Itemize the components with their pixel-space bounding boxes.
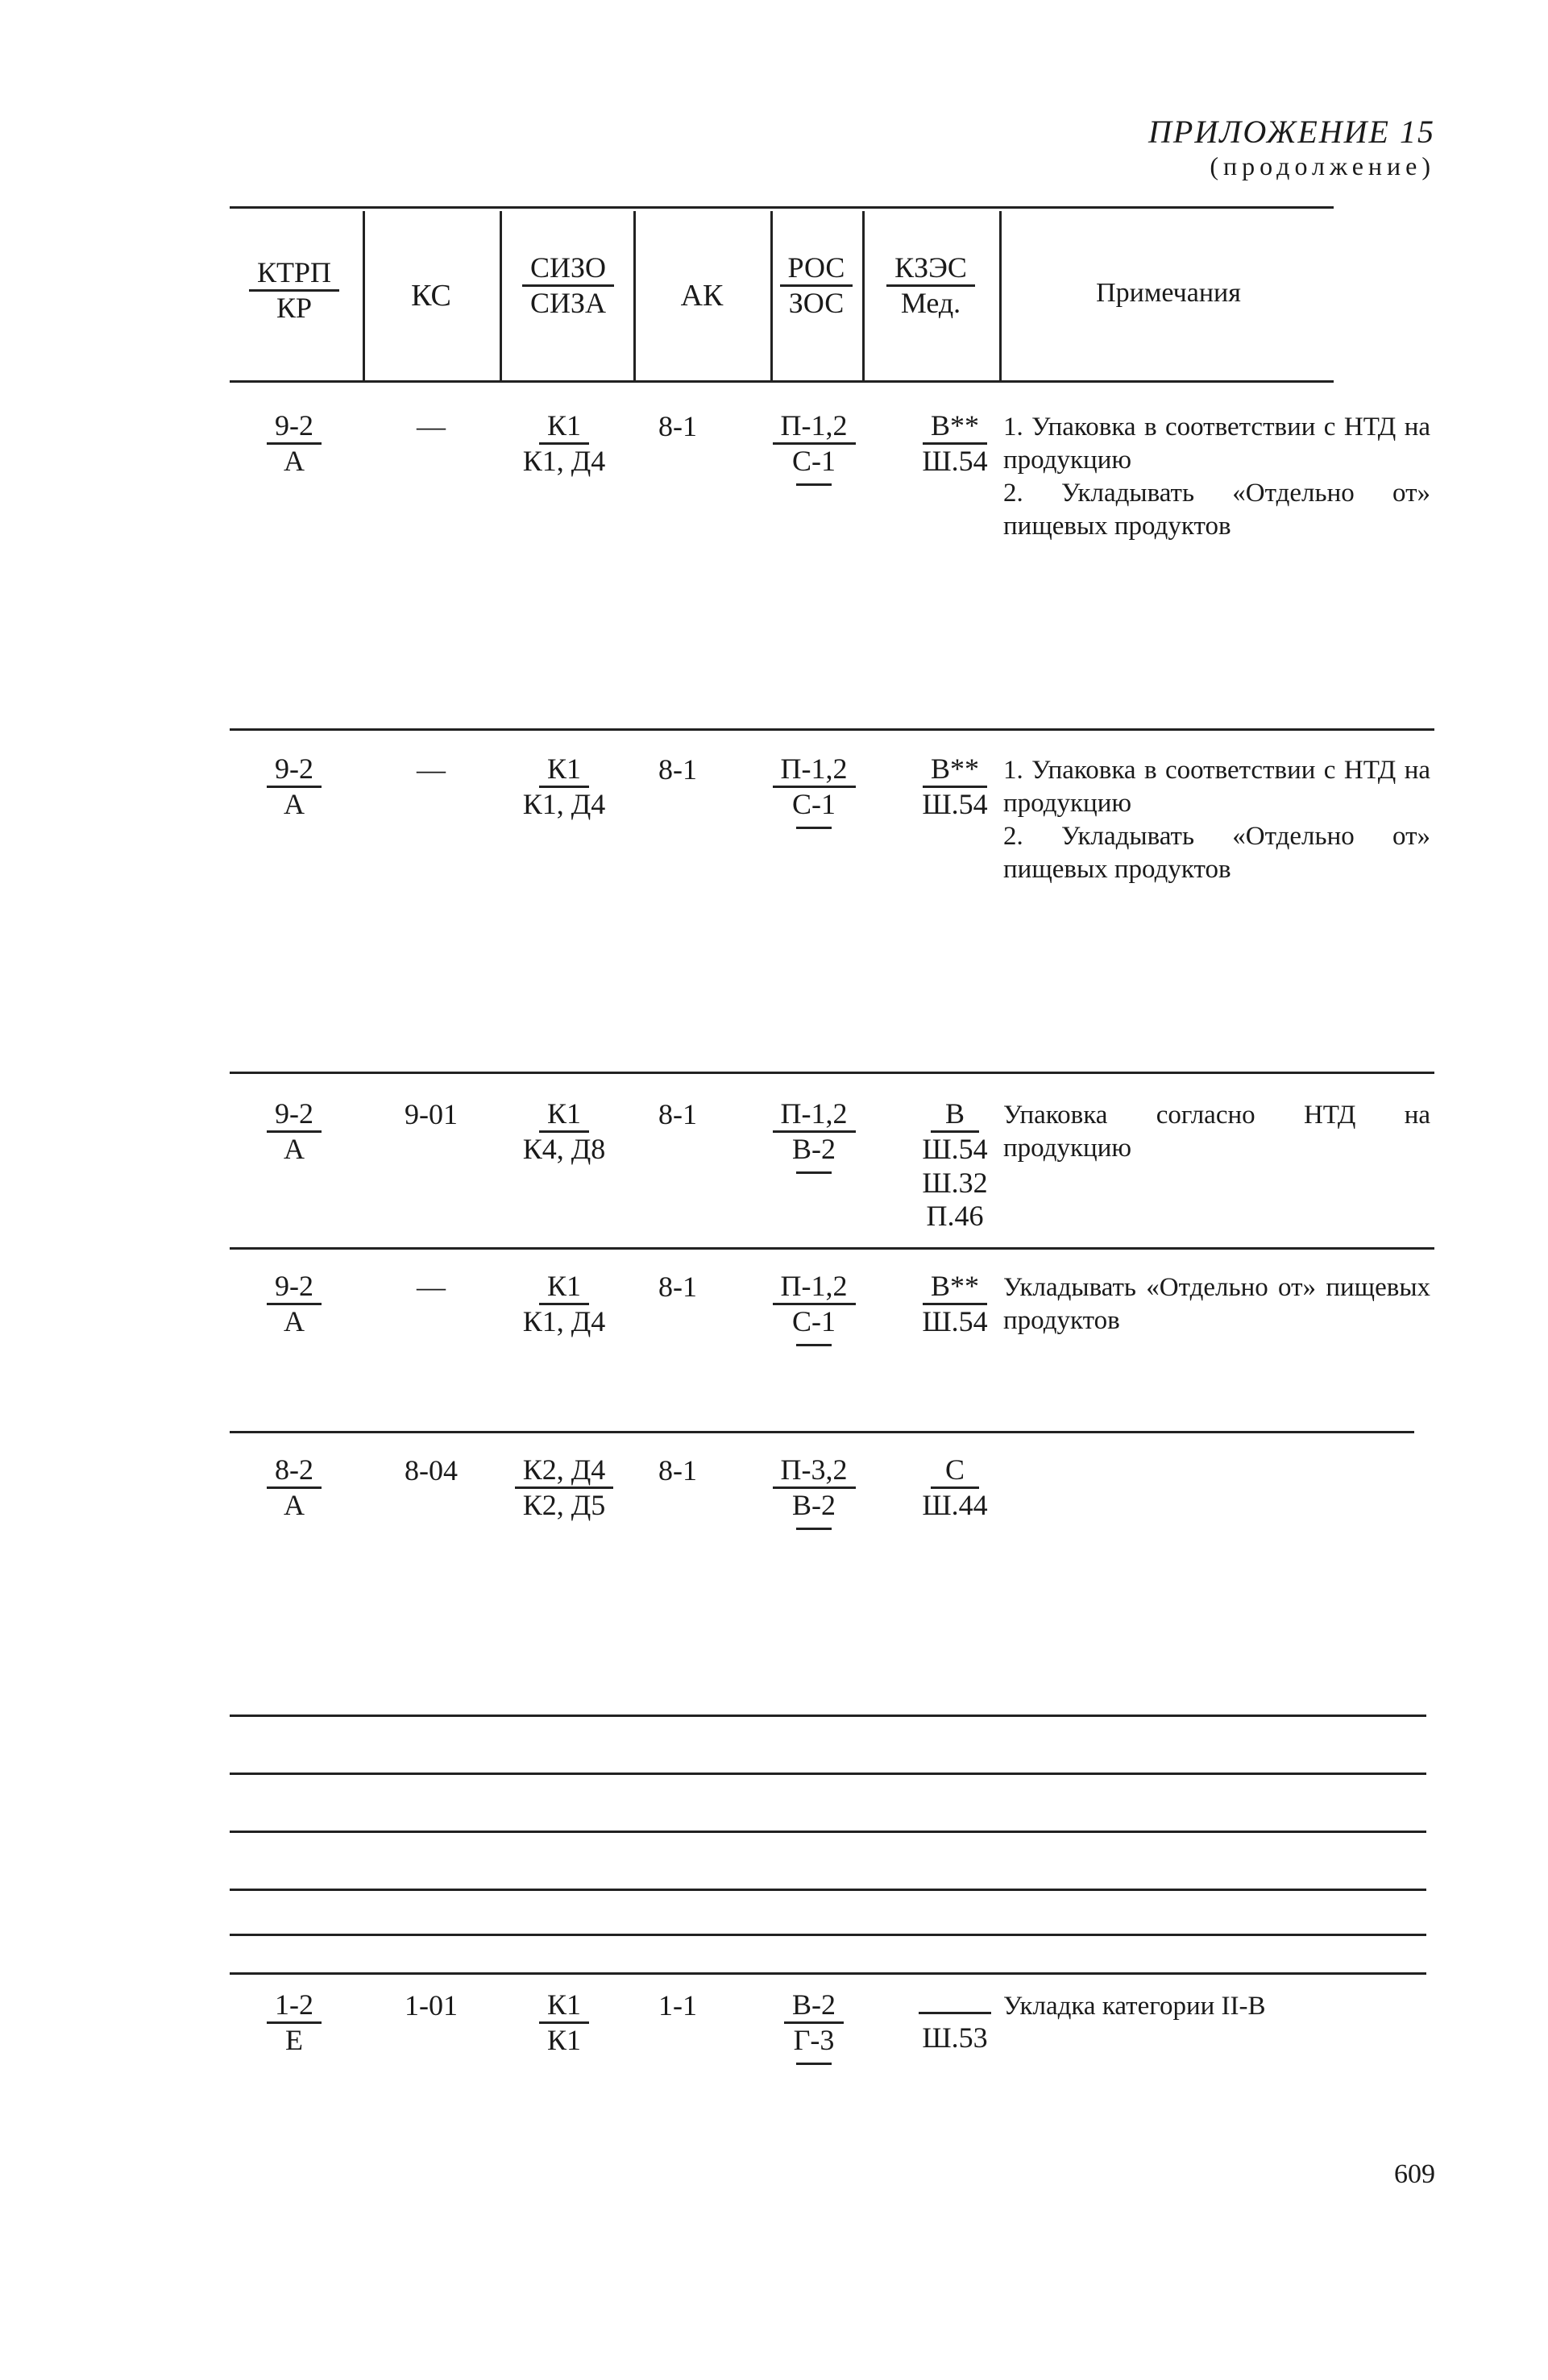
cell-ks: — [417,410,446,442]
table-header-bottom-rule [230,380,1334,383]
cell-ros: В-2 [784,1988,844,2024]
cell-notes [1003,411,1430,543]
cell-med: Ш.44 [922,1489,988,1522]
cell-ak: 8-1 [658,1454,697,1486]
cell-zos-underline [796,483,832,486]
cell-ks: 9-01 [405,1098,458,1130]
cell-ktrp: 8-2 [267,1453,322,1489]
col-kr-label: КР [276,292,313,325]
cell-kr: А [284,1305,305,1338]
cell-kzes: В** [923,1270,987,1305]
cell-kzes: В [931,1097,979,1133]
cell-notes [1003,1099,1430,1165]
cell-sizo: К1 [539,753,589,788]
cell-ros: П-1,2 [773,409,856,445]
cell-kr: А [284,788,305,821]
cell-zos-underline [796,827,832,829]
cell-zos-underline [796,1171,832,1174]
row-separator [230,1431,1414,1433]
col-kzes-med [866,251,995,321]
cell-ks: 1-01 [405,1989,458,2021]
cell-ros-zos [762,1988,866,2065]
cell-siza: К1, Д4 [522,1305,606,1338]
cell-zos: С-1 [792,788,836,821]
col-zos-label: ЗОС [788,287,845,320]
cell-zos-underline [796,1528,832,1530]
col-notes-label: Примечания [1096,278,1241,308]
row-separator [230,1247,1434,1250]
cell-zos: В-2 [792,1133,836,1166]
cell-kr: А [284,1133,305,1166]
cell-zos: С-1 [792,1305,836,1338]
cell-med-extra: Ш.32 П.46 [922,1166,988,1233]
cell-ros-zos [762,1270,866,1346]
note-line: Упаковка согласно НТД на продукцию [1003,1101,1430,1163]
cell-med: Ш.53 [922,2021,988,2055]
cell-sizo: К1 [539,1097,589,1133]
cell-zos-underline [796,1344,832,1346]
cell-zos: В-2 [792,1489,836,1522]
cell-ros: П-1,2 [773,1097,856,1133]
col-ros-label: РОС [780,251,853,287]
col-sizo-siza [504,251,633,321]
row-separator [230,1934,1426,1936]
cell-ks: — [417,753,446,786]
cell-kzes-med [903,1270,1007,1339]
row-separator [230,1831,1426,1833]
cell-kzes-med [903,753,1007,822]
cell-ktrp: 9-2 [267,1097,322,1133]
cell-siza: К2, Д5 [522,1489,606,1522]
cell-kzes: В** [923,753,987,788]
cell-sizo-siza [492,753,637,822]
cell-sizo: К1 [539,409,589,445]
cell-kzes-med [903,1988,1007,2055]
cell-ak: 8-1 [658,1271,697,1303]
cell-ktrp-kr [234,1270,355,1339]
note-line: Укладка категории II-В [1003,1992,1266,2021]
cell-ros: П-1,2 [773,1270,856,1305]
cell-ros: П-3,2 [773,1453,856,1489]
cell-notes [1003,1271,1430,1337]
cell-sizo-siza [492,1097,637,1167]
cell-kr: А [284,445,305,478]
cell-ktrp-kr [234,1453,355,1523]
cell-zos-underline [796,2063,832,2065]
cell-sizo-siza [492,1453,637,1523]
cell-kzes: С [931,1453,979,1489]
note-line: 2. Укладывать «Отдельно от» пищевых продуктов [1003,821,1430,884]
table-top-rule [230,206,1334,209]
row-separator [230,1972,1426,1975]
cell-med: Ш.54 [922,445,988,478]
cell-med: Ш.54 [922,1305,988,1338]
cell-ktrp-kr [234,409,355,479]
col-kzes-label: КЗЭС [886,251,975,287]
cell-ak: 8-1 [658,753,697,786]
cell-ktrp-kr [234,1097,355,1167]
cell-siza: К1 [546,2024,581,2057]
cell-sizo-siza [492,409,637,479]
cell-med: Ш.54 [922,1133,988,1166]
cell-med: Ш.54 [922,788,988,821]
col-sizo-label: СИЗО [522,251,614,287]
cell-kzes: В** [923,409,987,445]
col-sep-2 [500,211,502,380]
cell-kzes-med [903,1097,1007,1234]
note-line: 2. Укладывать «Отдельно от» пищевых продуктов [1003,478,1430,541]
cell-kzes-med [903,1453,1007,1523]
note-line: Укладывать «Отдельно от» пищевых продуктов [1003,1273,1430,1335]
col-sep-5 [862,211,865,380]
note-line: 1. Упаковка в соответствии с НТД на продукцию [1003,756,1430,818]
col-sep-3 [633,211,636,380]
col-ak-label: АК [680,279,724,313]
cell-siza: К1, Д4 [522,788,606,821]
cell-notes [1003,754,1430,886]
cell-ros-zos [762,409,866,486]
cell-ks: — [417,1271,446,1303]
cell-sizo-siza [492,1270,637,1339]
cell-zos: Г-3 [793,2024,835,2057]
appendix-title: ПРИЛОЖЕНИЕ 15 [1148,114,1435,150]
cell-ktrp: 9-2 [267,409,322,445]
page-number: 609 [1394,2159,1435,2189]
col-med-label: Мед. [900,287,961,320]
row-separator [230,1773,1426,1775]
cell-sizo: К2, Д4 [515,1453,614,1489]
cell-sizo: К1 [539,1270,589,1305]
row-separator [230,728,1434,731]
cell-kr: А [284,1489,305,1522]
cell-notes [1003,1990,1430,2023]
appendix-subtitle: (продолжение) [1210,151,1435,180]
cell-ak: 8-1 [658,1098,697,1130]
cell-kzes-med [903,409,1007,479]
cell-kr: Е [285,2024,303,2057]
cell-ros: П-1,2 [773,753,856,788]
row-separator [230,1072,1434,1074]
cell-ros-zos [762,1453,866,1530]
cell-ktrp: 9-2 [267,1270,322,1305]
cell-sizo: К1 [539,1988,589,2024]
col-sep-6 [999,211,1002,380]
cell-ktrp-kr [234,753,355,822]
row-separator [230,1889,1426,1891]
cell-sizo-siza [492,1988,637,2058]
col-ros-zos [770,251,862,321]
cell-ros-zos [762,1097,866,1174]
cell-ros-zos [762,753,866,829]
col-sep-1 [363,211,365,380]
cell-kzes [919,2012,991,2014]
cell-siza: К4, Д8 [522,1133,606,1166]
col-ktrp-kr [230,256,359,325]
cell-ktrp-kr [234,1988,355,2058]
col-ks-label: КС [411,279,451,313]
row-separator [230,1715,1426,1717]
cell-siza: К1, Д4 [522,445,606,478]
cell-ktrp: 9-2 [267,753,322,788]
col-ktrp-label: КТРП [249,256,339,292]
cell-ktrp: 1-2 [267,1988,322,2024]
cell-ks: 8-04 [405,1454,458,1486]
cell-zos: С-1 [792,445,836,478]
cell-ak: 1-1 [658,1989,697,2021]
col-siza-label: СИЗА [529,287,607,320]
note-line: 1. Упаковка в соответствии с НТД на продукцию [1003,413,1430,475]
cell-ak: 8-1 [658,410,697,442]
